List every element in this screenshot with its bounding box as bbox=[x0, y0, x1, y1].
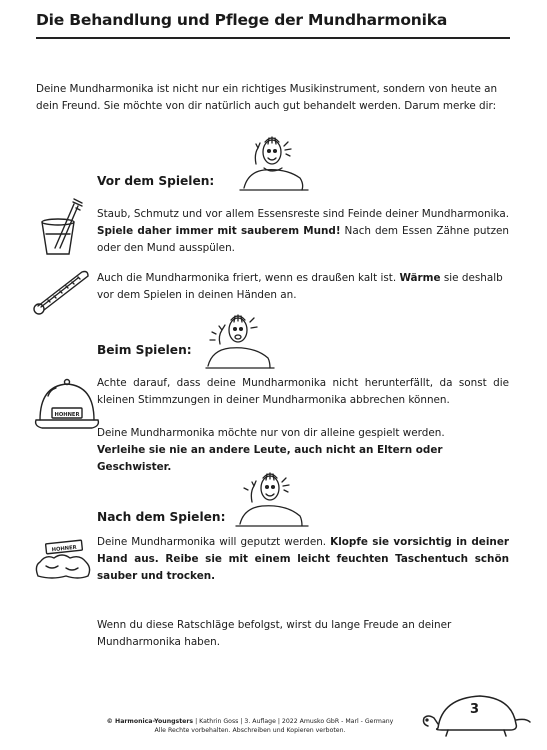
paragraph-cleaning: Deine Mundharmonika will geputzt werden. Klopfe sie vorsichtig in deiner Hand aus. Reibe sie mit einem leicht feuchten Taschentuch schön sauber und trocken. bbox=[97, 536, 509, 582]
page-title: Die Behandlung und Pflege der Mundharmonika bbox=[36, 11, 448, 29]
paragraph-dropping: Achte darauf, dass deine Mundharmonika nicht herunterfällt, da sonst die kleinen Stimmzungen in deiner Mundharmonika abbrechen können. bbox=[97, 377, 509, 406]
thermometer-icon bbox=[28, 266, 94, 316]
mascot-cartoon-2 bbox=[204, 310, 276, 370]
section-heading-before: Vor dem Spielen: bbox=[97, 174, 215, 188]
paragraph-lending: Deine Mundharmonika möchte nur von dir alleine gespielt werden. Verleihe sie nie an andere Leute, auch nicht an Eltern oder Geschwister. bbox=[97, 427, 445, 473]
paragraph-warm: Auch die Mundharmonika friert, wenn es draußen kalt ist. Wärme sie deshalb vor dem Spielen in deinen Händen an. bbox=[97, 272, 503, 301]
mascot-cartoon-3 bbox=[234, 470, 310, 528]
section-heading-after: Nach dem Spielen: bbox=[97, 510, 226, 524]
section-heading-during: Beim Spielen: bbox=[97, 343, 192, 357]
harmonica-cloth-icon bbox=[32, 536, 94, 580]
intro-paragraph: Deine Mundharmonika ist nicht nur ein richtiges Musikinstrument, sondern von heute an dein Freund. Sie möchte von dir natürlich auch gut behandelt werden. Darum merke dir: bbox=[36, 83, 498, 112]
paragraph-dirt: Staub, Schmutz und vor allem Essensreste sind Feinde deiner Mundharmonika. Spiele daher immer mit sauberem Mund! Nach dem Essen Zähne putzen oder den Mund ausspülen. bbox=[97, 208, 510, 254]
harmonica-brand-label: HOHNER bbox=[54, 412, 80, 418]
closing-paragraph: Wenn du diese Ratschläge befolgst, wirst du lange Freude an deiner Mundharmonika haben. bbox=[97, 619, 452, 648]
harmonica-brand-label-2: HOHNER bbox=[51, 544, 77, 554]
toothbrush-cup-icon bbox=[36, 198, 88, 258]
title-underline bbox=[36, 37, 510, 39]
harmonica-dome-icon bbox=[34, 376, 100, 432]
footer-copyright: © Harmonica-Youngsters | Kathrin Goss | 3. Auflage | 2022 Amusko GbR - Marl - Germany Alle Rechte vorbehalten. Abschreiben und Kopieren verboten. bbox=[106, 718, 394, 734]
mascot-cartoon-1 bbox=[238, 134, 310, 192]
page-number: 3 bbox=[470, 702, 480, 717]
